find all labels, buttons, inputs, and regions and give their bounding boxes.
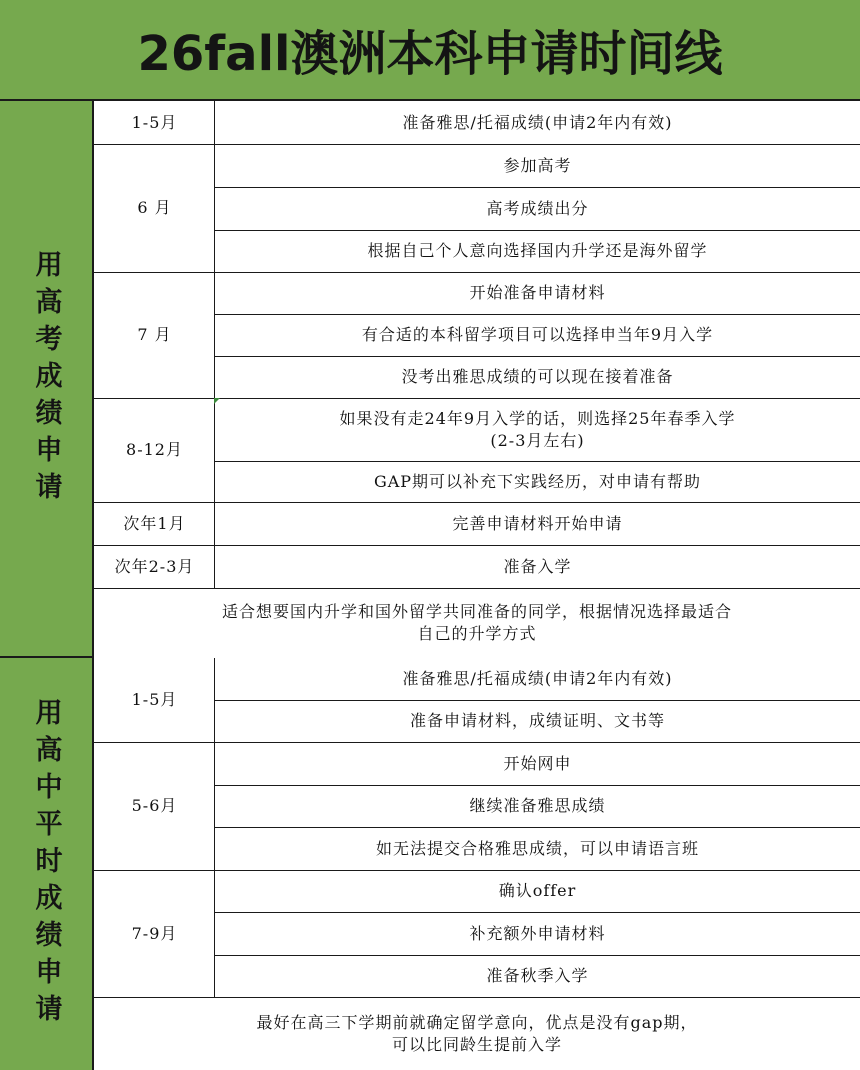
- table-rule: [214, 658, 215, 742]
- page-title: 26fall澳洲本科申请时间线: [137, 26, 723, 82]
- timeline-item-text: 如无法提交合格雅思成绩，可以申请语言班: [375, 838, 699, 858]
- timeline-item-text: 根据自己个人意向选择国内升学还是海外留学: [367, 241, 708, 260]
- timeline-item: [215, 545, 860, 588]
- section-label-gaokao: [0, 101, 94, 657]
- month-cell-text: 7-9月: [131, 923, 178, 943]
- timeline-item: [215, 827, 860, 870]
- table-rule: [214, 742, 215, 870]
- timeline-item: [215, 912, 860, 955]
- table-rule: [214, 545, 215, 588]
- section-label-highschool-text: 用高中平时成绩申请: [30, 697, 62, 1031]
- month-cell: [94, 272, 215, 398]
- month-cell: [94, 144, 215, 272]
- timeline-item: [215, 187, 860, 230]
- section-note-text: 适合想要国内升学和国外留学共同准备的同学，根据情况选择最适合 自己的升学方式: [221, 601, 732, 643]
- timeline-item-text: 如果没有走24年9月入学的话，则选择25年春季入学 (2-3月左右): [339, 408, 736, 450]
- timeline-item: [215, 502, 860, 545]
- timeline-item-text: 准备秋季入学: [486, 966, 589, 985]
- table-rule: [214, 870, 215, 997]
- month-cell: [94, 545, 215, 588]
- month-cell: [94, 658, 215, 742]
- timeline-item: [215, 144, 860, 187]
- title-banner: [0, 0, 860, 101]
- timeline-item: [215, 230, 860, 272]
- timeline-item-text: 准备申请材料，成绩证明、文书等: [409, 711, 665, 730]
- timeline-item: [215, 955, 860, 997]
- month-cell-text: 7 月: [137, 325, 172, 344]
- timeline-item-text: GAP期可以补充下实践经历，对申请有帮助: [373, 471, 702, 491]
- timeline-item: [215, 356, 860, 398]
- table-rule: [214, 101, 215, 144]
- timeline-item-text: 没考出雅思成绩的可以现在接着准备: [401, 367, 674, 386]
- month-cell: [94, 742, 215, 870]
- table-rule: [214, 398, 215, 502]
- month-cell-text: 次年1月: [123, 513, 186, 533]
- section-note-text: 最好在高三下学期前就确定留学意向，优点是没有gap期， 可以比同龄生提前入学: [256, 1012, 698, 1054]
- timeline-item-text: 准备雅思/托福成绩(申请2年内有效): [402, 112, 673, 132]
- month-cell-text: 1-5月: [131, 690, 178, 709]
- month-cell-text: 5-6月: [131, 796, 178, 815]
- timeline-item: [215, 101, 860, 144]
- month-cell-text: 6 月: [137, 198, 172, 217]
- timeline-item: [215, 785, 860, 827]
- section-label-highschool: [0, 658, 94, 1070]
- timeline-item-text: 开始准备申请材料: [469, 283, 606, 302]
- timeline-item: [215, 272, 860, 314]
- timeline-item-text: 参加高考: [503, 155, 572, 175]
- timeline-item: [215, 461, 860, 502]
- timeline-item: [215, 314, 860, 356]
- month-cell-text: 8-12月: [126, 440, 183, 459]
- corner-mark: [214, 398, 220, 404]
- timeline-item-text: 有合适的本科留学项目可以选择申当年9月入学: [361, 325, 714, 344]
- timeline-item-text: 高考成绩出分: [486, 198, 589, 218]
- table-rule: [214, 272, 215, 398]
- month-cell: [94, 398, 215, 502]
- timeline-item-text: 开始网申: [503, 753, 572, 773]
- month-cell-text: 次年2-3月: [114, 556, 195, 576]
- timeline-item: [215, 700, 860, 742]
- section-note: [94, 997, 860, 1070]
- timeline-item: [215, 870, 860, 912]
- section-label-gaokao-text: 用高考成绩申请: [30, 249, 62, 509]
- table-rule: [214, 144, 215, 272]
- table-rule: [214, 502, 215, 545]
- timeline-item-text: 补充额外申请材料: [469, 923, 606, 943]
- timeline-item: [215, 742, 860, 785]
- timeline-item-text: 确认offer: [498, 881, 577, 900]
- timeline-item-text: 准备雅思/托福成绩(申请2年内有效): [402, 669, 673, 688]
- timeline-item-text: 继续准备雅思成绩: [469, 796, 606, 815]
- timeline-item-text: 准备入学: [503, 556, 572, 576]
- month-cell: [94, 502, 215, 545]
- timeline-item: [215, 658, 860, 700]
- timeline-item: [215, 398, 860, 461]
- timeline-item-text: 完善申请材料开始申请: [452, 513, 623, 533]
- month-cell-text: 1-5月: [131, 112, 178, 132]
- month-cell: [94, 870, 215, 997]
- month-cell: [94, 101, 215, 144]
- section-note: [94, 588, 860, 657]
